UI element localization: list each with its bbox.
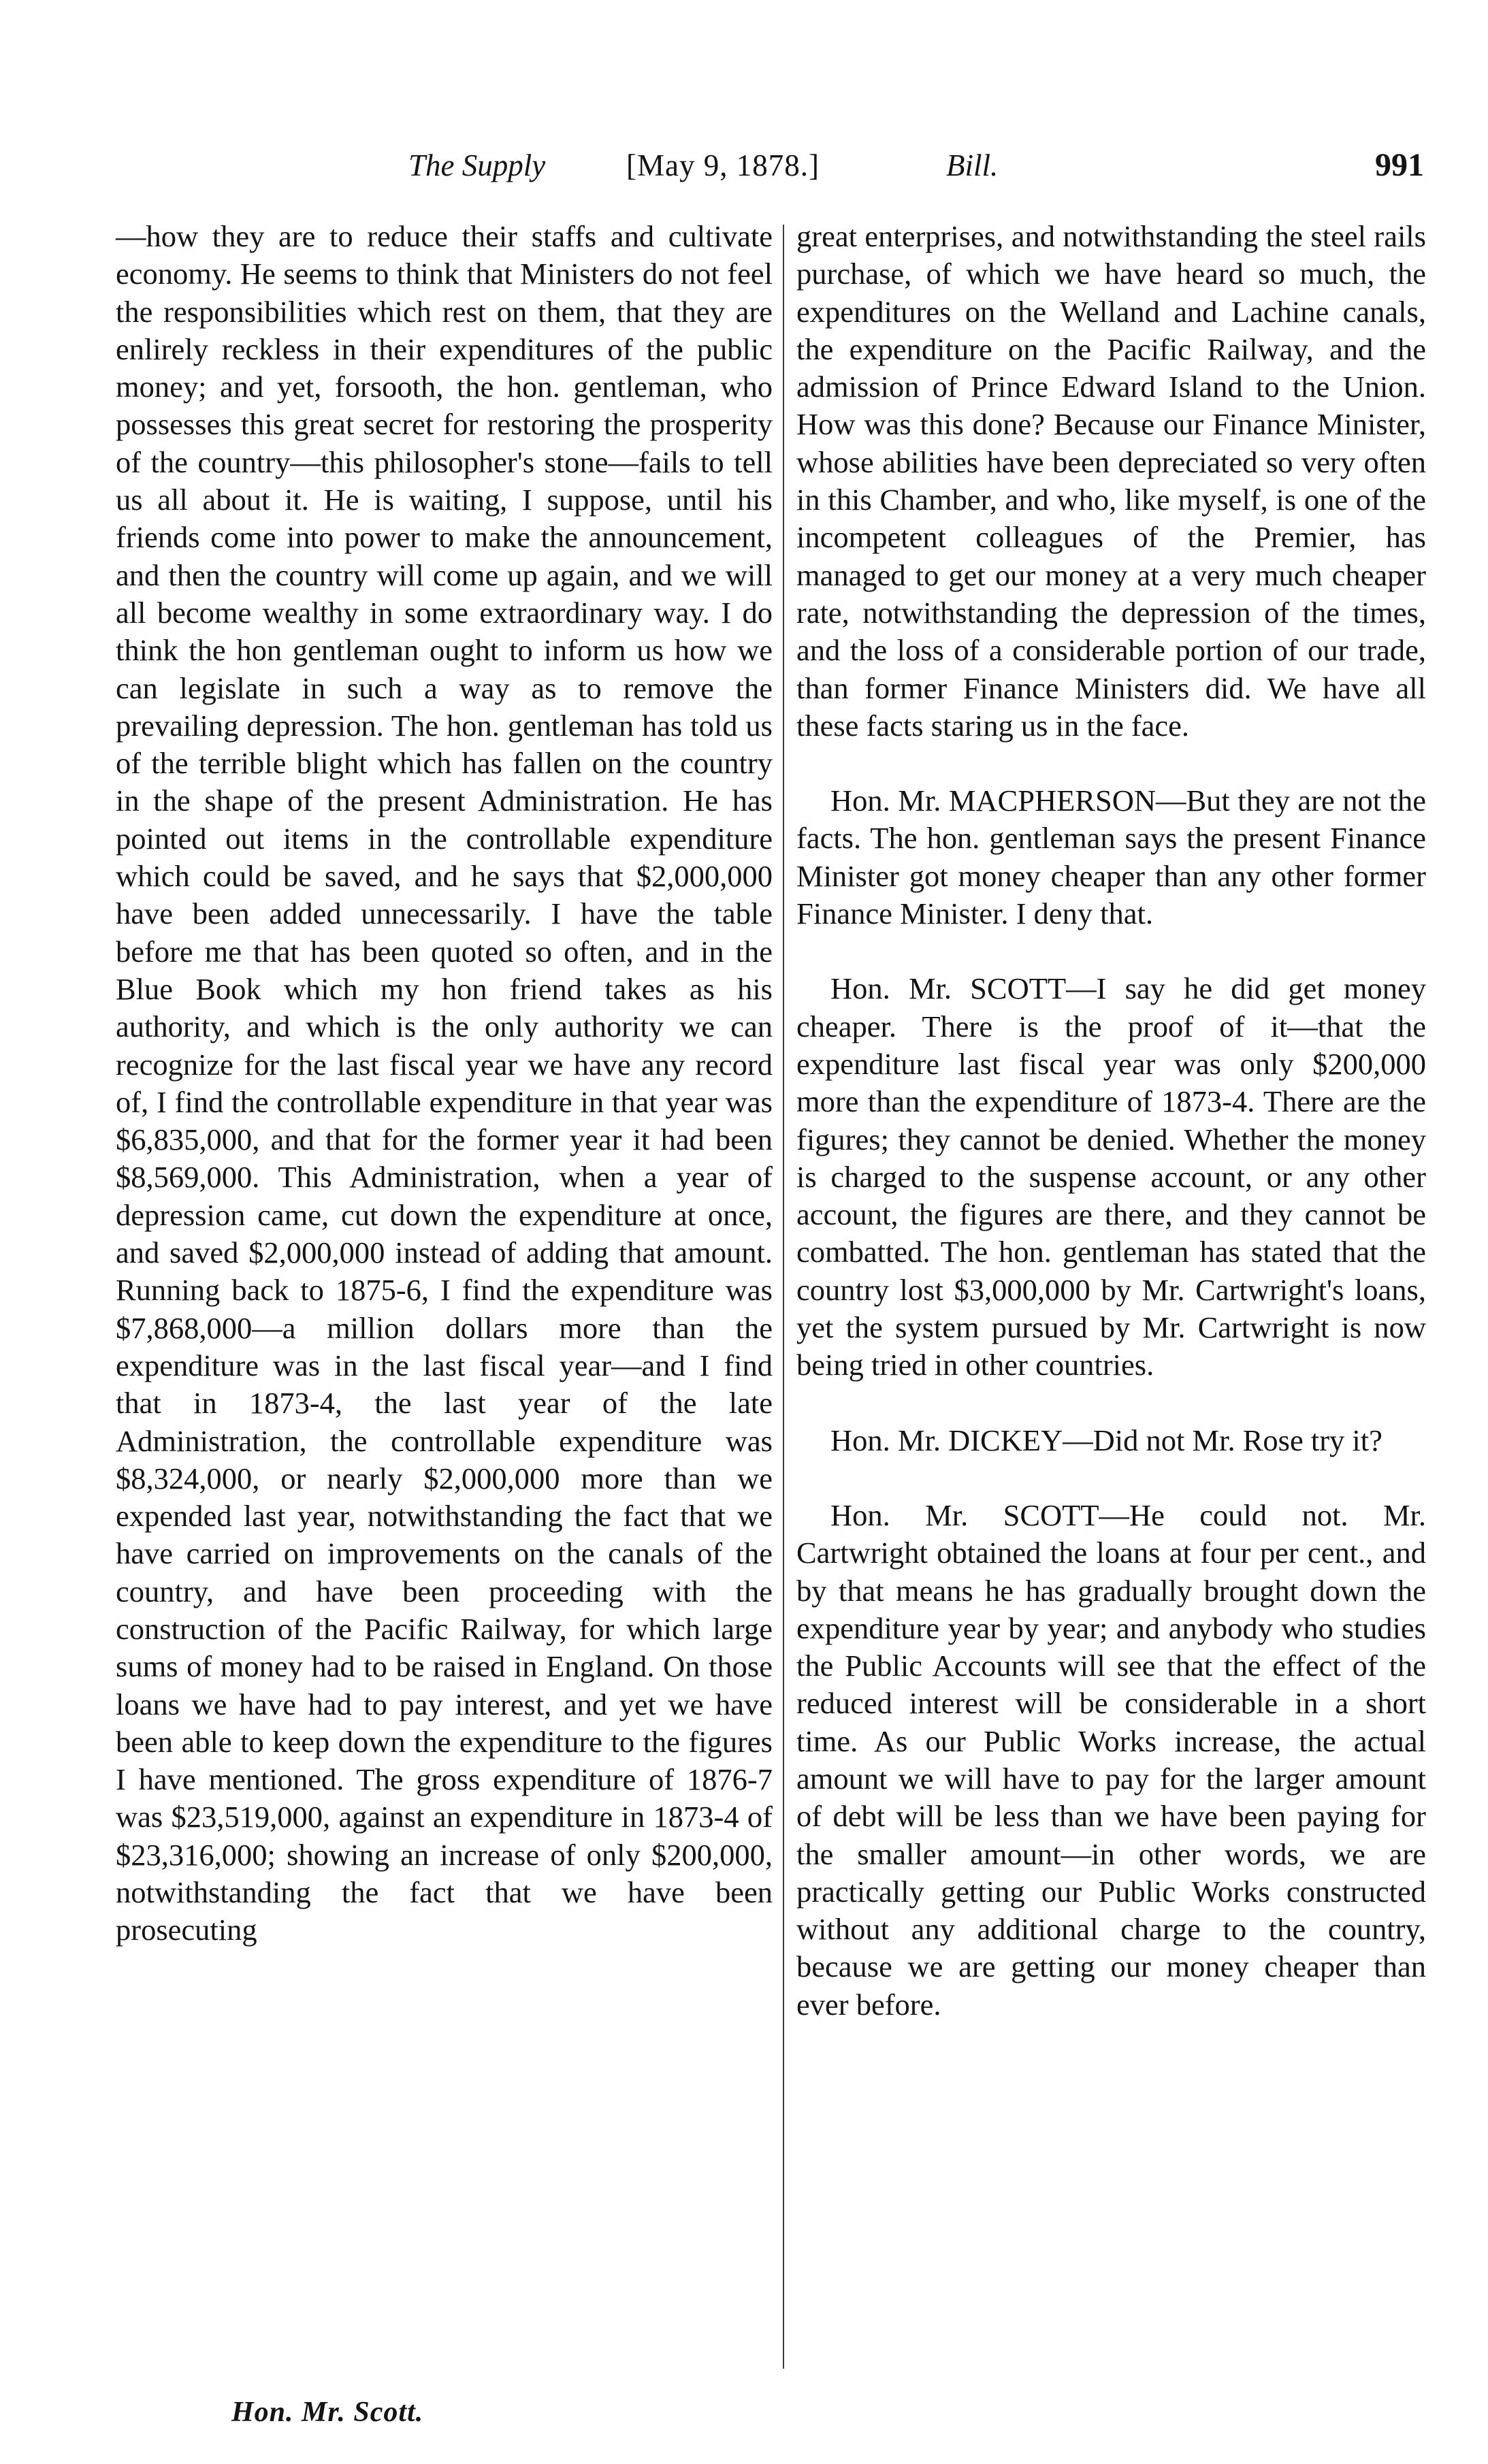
header-right-title: Bill. — [946, 148, 999, 182]
left-column — [116, 218, 773, 1949]
right-column — [796, 218, 1426, 2061]
header-date: [May 9, 1878.] — [626, 148, 820, 182]
footer-signature: Hon. Mr. Scott. — [231, 2397, 424, 2428]
paragraph-scott-final: Hon. Mr. SCOTT—He could not. Mr. Cartwright obtained the loans at four per cent., and by that means he has gradually brought down the expenditure year by year; and anybody who studies the Public Accounts will see that the effect of the reduced interest will be considerable in a short time. As our Public Works increase, the actual amount we will have to pay for the larger amount of debt will be less than we have been paying for the smaller amount—in other words, we are practically getting our Public Works constructed without any additional charge to the country, because we are getting our money cheaper than ever before. — [796, 1497, 1426, 2022]
column-divider — [783, 225, 784, 2369]
page-number: 991 — [1375, 147, 1424, 183]
running-head — [408, 142, 1484, 189]
left-column-text: —how they are to reduce their staffs and cultivate economy. He seems to think that Ministers do not feel the responsibilities which rest on them, that they are enlirely reckless in their expenditures of the public money; and yet, forsooth, the hon. gentleman, who possesses this great secret for restoring the prosperity of the country—this philosopher's stone—fails to tell us all about it. He is waiting, I suppose, until his friends come into power to make the announcement, and then the country will come up again, and we will all become wealthy in some extraordinary way. I do think the hon gentleman ought to inform us how we can legislate in such a way as to remove the prevailing depression. The hon. gentleman has told us of the terrible blight which has fallen on the country in the shape of the present Administration. He has pointed out items in the controllable expenditure which could be saved, and he says that $2,000,000 have been added unnecessarily. I have the table before me that has been quoted so often, and in the Blue Book which my hon friend takes as his authority, and which is the only authority we can recognize for the last fiscal year we have any record of, I find the controllable expenditure in that year was $6,835,000, and that for the former year it had been $8,569,000. This Administration, when a year of depression came, cut down the expenditure at once, and saved $2,000,000 instead of adding that amount. Running back to 1875-6, I find the expenditure was $7,868,000—a million dollars more than the expenditure was in the last fiscal year—and I find that in 1873-4, the last year of the late Administration, the controllable expenditure was $8,324,000, or nearly $2,000,000 more than we expended last year, notwithstanding the fact that we have carried on improvements on the canals of the country, and have been proceeding with the construction of the Pacific Railway, for which large sums of money had to be raised in England. On those loans we have had to pay interest, and yet we have been able to keep down the expenditure to the figures I have mentioned. The gross expenditure of 1876-7 was $23,519,000, against an expenditure in 1873-4 of $23,316,000; showing an increase of only $200,000, notwithstanding the fact that we have been prosecuting — [116, 219, 773, 1947]
paragraph-scott-reply: Hon. Mr. SCOTT—I say he did get money cheaper. There is the proof of it—that the expenditure last fiscal year was only $200,000 more than the expenditure of 1873-4. There are the figures; they cannot be denied. Whether the money is charged to the suspense account, or any other account, the figures are there, and they cannot be combatted. The hon. gentleman has stated that the country lost $3,000,000 by Mr. Cartwright's loans, yet the system pursued by Mr. Cartwright is now being tried in other countries. — [796, 971, 1426, 1382]
paragraph-dickey: Hon. Mr. DICKEY—Did not Mr. Rose try it? — [830, 1423, 1382, 1457]
paragraph-continuation: great enterprises, and notwithstanding the steel rails purchase, of which we have heard so much, the expenditures on the Welland and Lachine canals, the expenditure on the Pacific Railway, and the admission of Prince Edward Island to the Union. How was this done? Because our Finance Minister, whose abilities have been depreciated so very often in this Chamber, and who, like myself, is one of the incompetent colleagues of the Premier, has managed to get our money at a very much cheaper rate, notwithstanding the depression of the times, and the loss of a considerable portion of our trade, than former Finance Ministers did. We have all these facts staring us in the face. — [796, 219, 1426, 743]
header-left-title: The Supply — [408, 148, 546, 182]
paragraph-macpherson: Hon. Mr. MACPHERSON—But they are not the facts. The hon. gentleman says the present Finance Minister got money cheaper than any other former Finance Minister. I deny that. — [796, 783, 1426, 931]
